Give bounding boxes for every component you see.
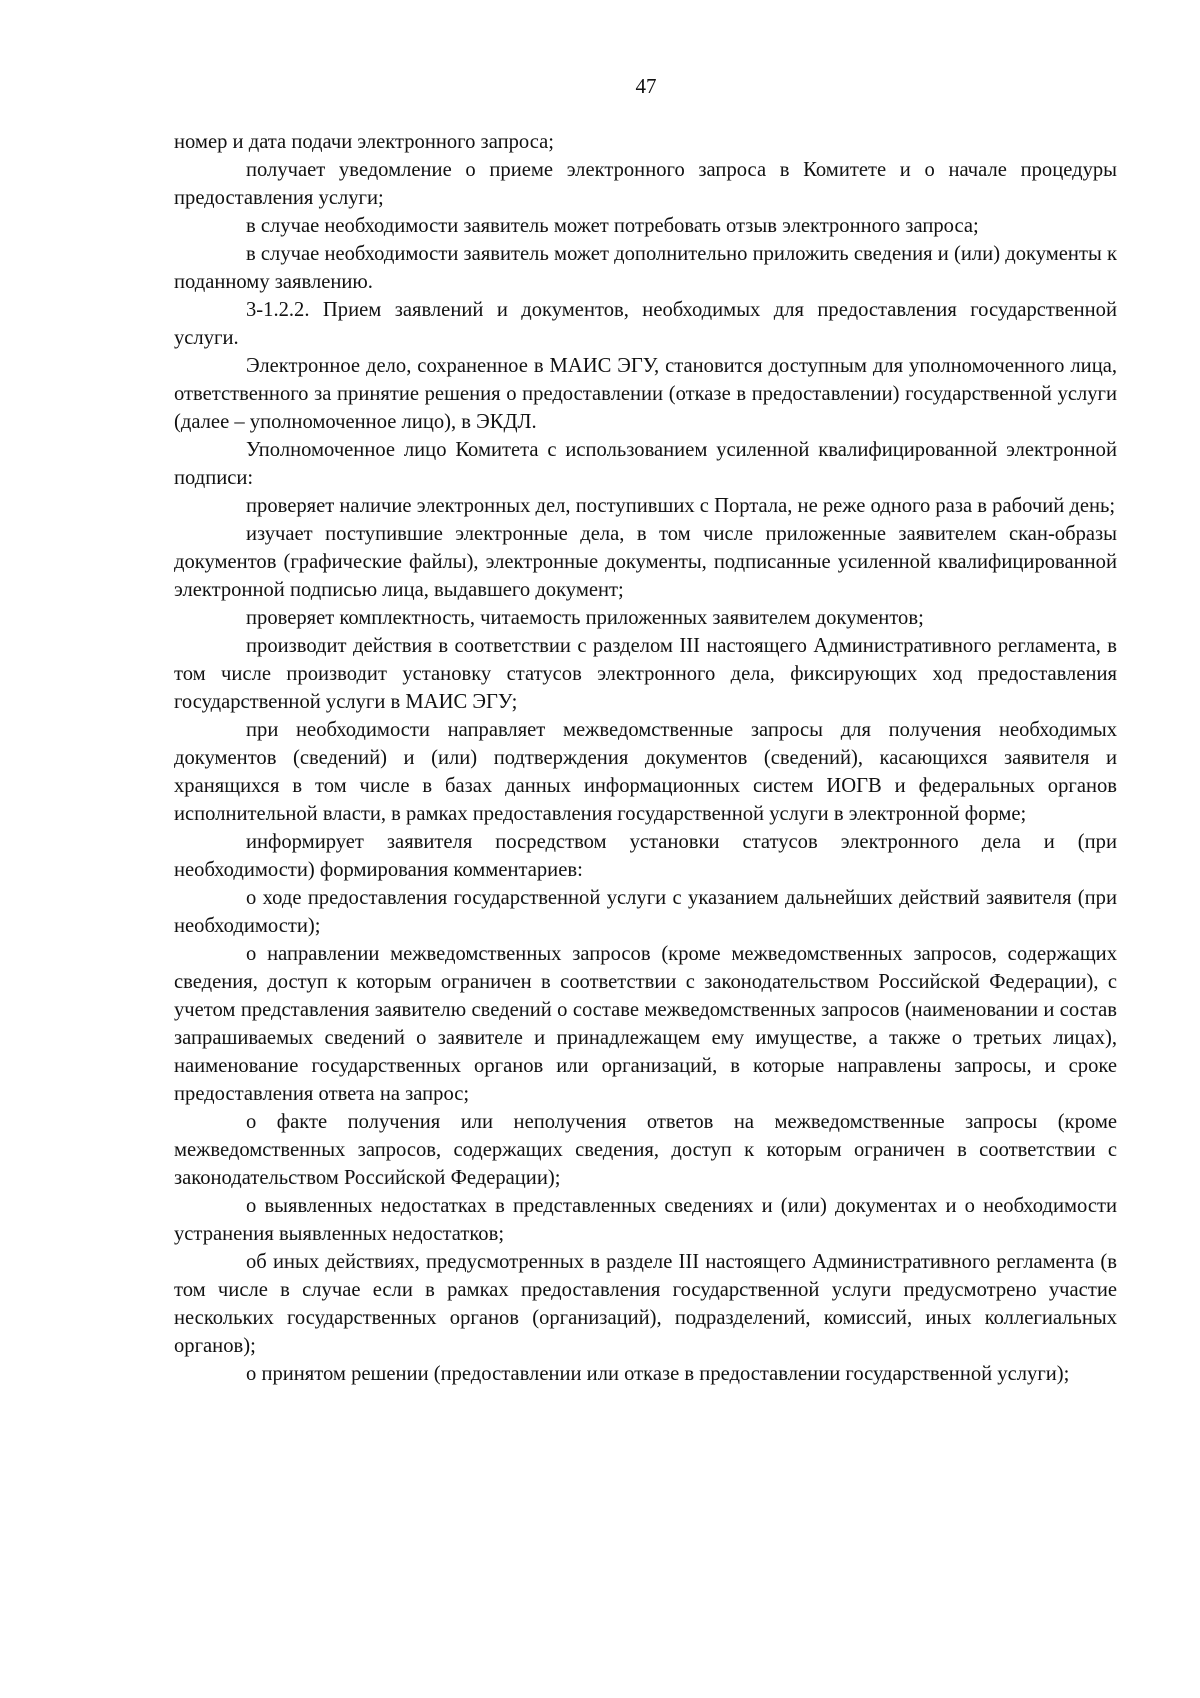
paragraph: проверяет комплектность, читаемость приложенных заявителем документов;: [246, 607, 924, 629]
paragraph: производит действия в соответствии с разделом III настоящего Административного регламента, в том числе производит установку статусов электронного дела, фиксирующих ход предоставления государственной услуги в МАИС ЭГУ;: [174, 635, 1117, 713]
paragraph: при необходимости направляет межведомственные запросы для получения необходимых документов (сведений) и (или) подтверждения документов (сведений), касающихся заявителя и хранящихся в том числе в базах данных информационных систем ИОГВ и федеральных органов исполнительной власти, в рамках предоставления государственной услуги в электронной форме;: [174, 719, 1117, 825]
paragraph: 3-1.2.2. Прием заявлений и документов, необходимых для предоставления государственной услуги.: [174, 299, 1117, 349]
paragraph: в случае необходимости заявитель может потребовать отзыв электронного запроса;: [246, 215, 979, 237]
paragraph: Уполномоченное лицо Комитета с использованием усиленной квалифицированной электронной подписи:: [174, 439, 1117, 489]
paragraph: информирует заявителя посредством установки статусов электронного дела и (при необходимости) формирования комментариев:: [174, 831, 1117, 881]
paragraph: проверяет наличие электронных дел, поступивших с Портала, не реже одного раза в рабочий день;: [246, 495, 1116, 517]
paragraph: изучает поступившие электронные дела, в том числе приложенные заявителем скан-образы документов (графические файлы), электронные документы, подписанные усиленной квалифицированной электронной подписью лица, выдавшего документ;: [174, 523, 1117, 601]
paragraph: о факте получения или неполучения ответов на межведомственные запросы (кроме межведомственных запросов, содержащих сведения, доступ к которым ограничен в соответствии с законодательством Российской Федерации);: [174, 1111, 1117, 1189]
paragraph: о направлении межведомственных запросов (кроме межведомственных запросов, содержащих сведения, доступ к которым ограничен в соответствии с законодательством Российской Федерации), с учетом представления заявителю сведений о составе межведомственных запросов (наименовании и состав запрашиваемых сведений о заявителе и принадлежащем ему имуществе, а также о третьих лицах), наименование государственных органов или организаций, в которые направлены запросы, и сроке предоставления ответа на запрос;: [174, 943, 1117, 1105]
paragraph: о ходе предоставления государственной услуги с указанием дальнейших действий заявителя (при необходимости);: [174, 887, 1117, 937]
paragraph: об иных действиях, предусмотренных в разделе III настоящего Административного регламента (в том числе в случае если в рамках предоставления государственной услуги предусмотрено участие нескольких государственных органов (организаций), подразделений, комиссий, иных коллегиальных органов);: [174, 1251, 1117, 1357]
paragraph: в случае необходимости заявитель может дополнительно приложить сведения и (или) документы к поданному заявлению.: [174, 243, 1117, 293]
document-body: [174, 128, 1117, 1388]
paragraph: о принятом решении (предоставлении или отказе в предоставлении государственной услуги);: [246, 1363, 1070, 1385]
page-number: 47: [635, 74, 657, 98]
paragraph: получает уведомление о приеме электронного запроса в Комитете и о начале процедуры предоставления услуги;: [174, 159, 1117, 209]
paragraph: о выявленных недостатках в представленных сведениях и (или) документах и о необходимости устранения выявленных недостатков;: [174, 1195, 1117, 1245]
paragraph: номер и дата подачи электронного запроса;: [174, 131, 554, 153]
paragraph: Электронное дело, сохраненное в МАИС ЭГУ, становится доступным для уполномоченного лица, ответственного за принятие решения о предоставлении (отказе в предоставлении) государственной услуги (далее – уполномоченное лицо), в ЭКДЛ.: [174, 355, 1117, 433]
